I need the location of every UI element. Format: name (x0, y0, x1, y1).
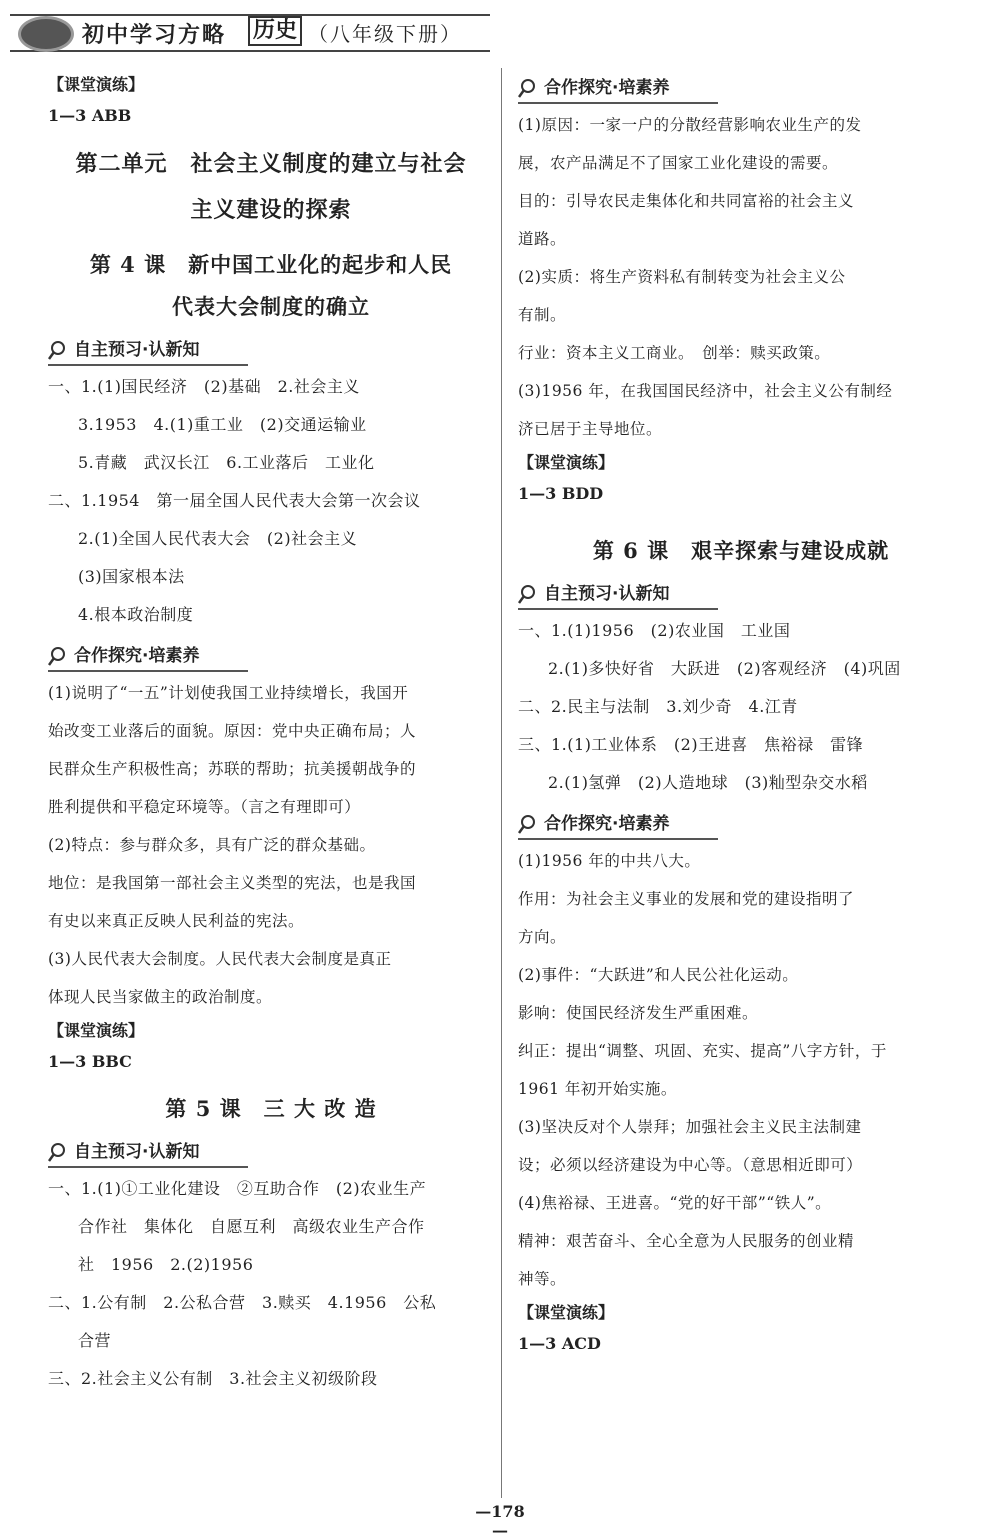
practice-heading: 【课堂演练】 (48, 1021, 145, 1040)
text-line: 社 1956 2.(2)1956 (78, 1255, 254, 1274)
text-line: 胜利提供和平稳定环境等。（言之有理即可） (48, 798, 361, 816)
section-rule (518, 838, 718, 840)
section-heading-preview (48, 332, 494, 368)
text-line: (4)焦裕禄、王进喜。“党的好干部”“铁人”。 (518, 1194, 832, 1212)
text-line: (2)实质：将生产资料私有制转变为社会主义公 (518, 268, 846, 286)
text-line: 合作社 集体化 自愿互利 高级农业生产合作 (78, 1217, 425, 1236)
practice-heading: 【课堂演练】 (518, 1303, 615, 1322)
magnifier-icon (48, 646, 66, 666)
text-line: 神等。 (518, 1270, 567, 1288)
grade-label: （八年级下册） (308, 22, 462, 46)
column-divider (501, 68, 502, 1498)
text-line: 合营 (78, 1331, 112, 1350)
book-logo-icon (18, 16, 74, 52)
section-rule (48, 364, 248, 366)
section-rule (518, 608, 718, 610)
text-line: 展，农产品满足不了国家工业化建设的需要。 (518, 154, 839, 172)
text-line: 3.1953 4.(1)重工业 (2)交通运输业 (78, 415, 367, 434)
text-line: 5.青藏 武汉长江 6.工业落后 工业化 (78, 453, 375, 472)
section-label: 自主预习·认新知 (74, 1142, 200, 1162)
practice-heading: 【课堂演练】 (48, 75, 145, 94)
text-line: 目的：引导农民走集体化和共同富裕的社会主义 (518, 192, 855, 210)
practice-answers: 1—3 ACD (518, 1334, 601, 1353)
text-line: 4.根本政治制度 (78, 605, 194, 624)
magnifier-icon (48, 1142, 66, 1162)
text-line: 作用：为社会主义事业的发展和党的建设指明了 (518, 890, 855, 908)
page-number: —178— (475, 1502, 525, 1540)
text-line: (3)1956 年，在我国国民经济中，社会主义公有制经 (518, 382, 893, 400)
text-line: 方向。 (518, 928, 567, 946)
unit-title-line-1: 第二单元 社会主义制度的建立与社会 (75, 152, 467, 177)
lesson-5-title: 第 5 课 三 大 改 造 (165, 1096, 377, 1121)
section-rule (48, 1166, 248, 1168)
page-header (0, 0, 1000, 60)
text-line: (1)1956 年的中共八大。 (518, 852, 701, 870)
section-label: 合作探究·培素养 (544, 78, 670, 98)
text-line: 纠正：提出“调整、巩固、充实、提高”八字方针，于 (518, 1042, 887, 1060)
text-line: 二、2.民主与法制 3.刘少奇 4.江青 (518, 697, 798, 716)
section-heading-explore (518, 806, 964, 842)
text-line: (3)人民代表大会制度。人民代表大会制度是真正 (48, 950, 392, 968)
lesson-6-title: 第 6 课 艰辛探索与建设成就 (592, 538, 890, 563)
practice-answers: 1—3 BDD (518, 484, 604, 503)
text-line: 民群众生产积极性高；苏联的帮助；抗美援朝战争的 (48, 760, 417, 778)
practice-answers: 1—3 BBC (48, 1052, 132, 1071)
section-heading-preview (518, 576, 964, 612)
right-column (518, 70, 964, 1360)
book-title: 初中学习方略 (82, 23, 227, 48)
text-line: 二、1.1954 第一届全国人民代表大会第一次会议 (48, 491, 421, 510)
practice-heading: 【课堂演练】 (518, 453, 615, 472)
text-line: 道路。 (518, 230, 567, 248)
text-line: 二、1.公有制 2.公私合营 3.赎买 4.1956 公私 (48, 1293, 437, 1312)
magnifier-icon (518, 78, 536, 98)
text-line: 一、1.(1)①工业化建设 ②互助合作 (2)农业生产 (48, 1179, 427, 1198)
text-line: 体现人民当家做主的政治制度。 (48, 988, 273, 1006)
text-line: (1)说明了“一五”计划使我国工业持续增长，我国开 (48, 684, 409, 702)
lesson-4-title-line-1: 第 4 课 新中国工业化的起步和人民 (89, 252, 453, 277)
text-line: 2.(1)多快好省 大跃进 (2)客观经济 (4)巩固 (548, 659, 901, 678)
text-line: 一、1.(1)国民经济 (2)基础 2.社会主义 (48, 377, 360, 396)
section-heading-preview (48, 1134, 494, 1170)
text-line: 地位：是我国第一部社会主义类型的宪法，也是我国 (48, 874, 417, 892)
section-rule (518, 102, 718, 104)
text-line: 始改变工业落后的面貌。原因：党中央正确布局；人 (48, 722, 417, 740)
text-line: 有史以来真正反映人民利益的宪法。 (48, 912, 305, 930)
text-line: 精神：艰苦奋斗、全心全意为人民服务的创业精 (518, 1232, 855, 1250)
unit-title-line-2: 主义建设的探索 (190, 198, 352, 223)
text-line: 设；必须以经济建设为中心等。（意思相近即可） (518, 1156, 863, 1174)
magnifier-icon (48, 340, 66, 360)
left-column (48, 70, 494, 1398)
text-line: (2)事件：“大跃进”和人民公社化运动。 (518, 966, 799, 984)
section-label: 合作探究·培素养 (74, 646, 200, 666)
text-line: 2.(1)全国人民代表大会 (2)社会主义 (78, 529, 358, 548)
text-line: (1)原因：一家一户的分散经营影响农业生产的发 (518, 116, 862, 134)
text-line: (3)国家根本法 (78, 567, 185, 586)
magnifier-icon (518, 814, 536, 834)
text-line: 济已居于主导地位。 (518, 420, 663, 438)
text-line: 三、2.社会主义公有制 3.社会主义初级阶段 (48, 1369, 378, 1388)
text-line: 1961 年初开始实施。 (518, 1080, 677, 1098)
subject-badge: 历史 (248, 16, 302, 46)
text-line: 行业：资本主义工商业。 创举：赎买政策。 (518, 344, 831, 362)
section-label: 自主预习·认新知 (74, 340, 200, 360)
text-line: 有制。 (518, 306, 567, 324)
section-label: 合作探究·培素养 (544, 814, 670, 834)
magnifier-icon (518, 584, 536, 604)
section-rule (48, 670, 248, 672)
section-heading-explore (48, 638, 494, 674)
section-heading-explore (518, 70, 964, 106)
text-line: (3)坚决反对个人崇拜；加强社会主义民主法制建 (518, 1118, 862, 1136)
text-line: 三、1.(1)工业体系 (2)王进喜 焦裕禄 雷锋 (518, 735, 864, 754)
text-line: 影响：使国民经济发生严重困难。 (518, 1004, 759, 1022)
practice-answers: 1—3 ABB (48, 106, 132, 125)
lesson-4-title-line-2: 代表大会制度的确立 (172, 294, 370, 319)
section-label: 自主预习·认新知 (544, 584, 670, 604)
text-line: (2)特点：参与群众多，具有广泛的群众基础。 (48, 836, 376, 854)
text-line: 2.(1)氢弹 (2)人造地球 (3)籼型杂交水稻 (548, 773, 868, 792)
text-line: 一、1.(1)1956 (2)农业国 工业国 (518, 621, 791, 640)
